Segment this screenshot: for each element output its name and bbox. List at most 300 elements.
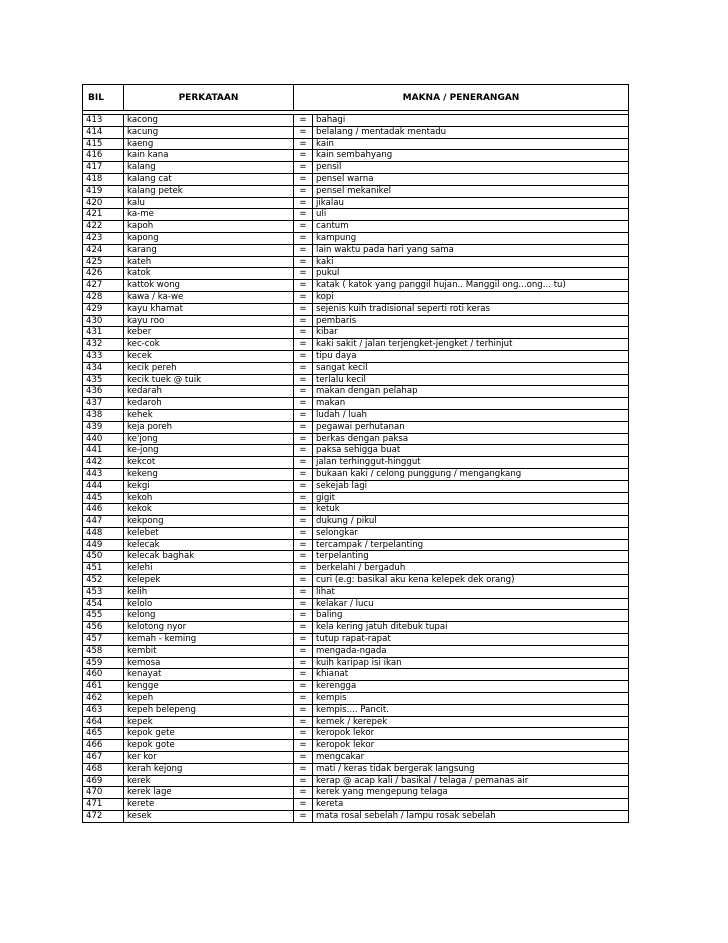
- row-meaning: kibar: [313, 327, 629, 339]
- row-equals: =: [294, 539, 313, 551]
- row-word: kedarah: [124, 386, 294, 398]
- row-meaning: pensil: [313, 162, 629, 174]
- row-word: kalang cat: [124, 173, 294, 185]
- row-word: kacong: [124, 115, 294, 127]
- row-meaning: kain sembahyang: [313, 150, 629, 162]
- row-meaning: kerek yang mengepung telaga: [313, 787, 629, 799]
- row-meaning: curi (e.g: basikal aku kena kelepek dek orang): [313, 575, 629, 587]
- row-meaning: kempis: [313, 693, 629, 705]
- row-meaning: kampung: [313, 232, 629, 244]
- row-meaning: pegawai perhutanan: [313, 421, 629, 433]
- row-meaning: cantum: [313, 221, 629, 233]
- row-number: 468: [83, 763, 124, 775]
- row-number: 460: [83, 669, 124, 681]
- row-word: kapong: [124, 232, 294, 244]
- row-equals: =: [294, 716, 313, 728]
- row-equals: =: [294, 162, 313, 174]
- table-row: [83, 433, 629, 445]
- table-row: [83, 539, 629, 551]
- row-number: 442: [83, 457, 124, 469]
- table-row: [83, 197, 629, 209]
- table-row: [83, 185, 629, 197]
- row-word: kesek: [124, 811, 294, 823]
- row-word: kelong: [124, 610, 294, 622]
- row-equals: =: [294, 209, 313, 221]
- row-equals: =: [294, 527, 313, 539]
- row-number: 444: [83, 480, 124, 492]
- row-meaning: ketuk: [313, 504, 629, 516]
- row-equals: =: [294, 645, 313, 657]
- row-equals: =: [294, 256, 313, 268]
- table-row: [83, 291, 629, 303]
- row-meaning: lihat: [313, 586, 629, 598]
- table-row: [83, 421, 629, 433]
- table-row: [83, 704, 629, 716]
- row-number: 439: [83, 421, 124, 433]
- row-word: kerek lage: [124, 787, 294, 799]
- row-word: kelolo: [124, 598, 294, 610]
- row-meaning: berkelahi / bergaduh: [313, 563, 629, 575]
- row-word: kalang: [124, 162, 294, 174]
- row-number: 449: [83, 539, 124, 551]
- row-number: 453: [83, 586, 124, 598]
- table-row: [83, 598, 629, 610]
- row-word: kekok: [124, 504, 294, 516]
- row-meaning: khianat: [313, 669, 629, 681]
- row-number: 456: [83, 622, 124, 634]
- table-row: [83, 480, 629, 492]
- row-equals: =: [294, 374, 313, 386]
- row-equals: =: [294, 799, 313, 811]
- table-row: [83, 280, 629, 292]
- row-number: 432: [83, 339, 124, 351]
- table-row: [83, 811, 629, 823]
- row-equals: =: [294, 457, 313, 469]
- table-row: [83, 386, 629, 398]
- row-number: 469: [83, 775, 124, 787]
- row-number: 433: [83, 350, 124, 362]
- row-word: kerek: [124, 775, 294, 787]
- row-number: 441: [83, 445, 124, 457]
- table-row: [83, 669, 629, 681]
- row-meaning: pensel warna: [313, 173, 629, 185]
- row-word: kecik tuek @ tuik: [124, 374, 294, 386]
- row-number: 415: [83, 138, 124, 150]
- row-equals: =: [294, 421, 313, 433]
- row-equals: =: [294, 433, 313, 445]
- row-word: kepek: [124, 716, 294, 728]
- row-meaning: baling: [313, 610, 629, 622]
- row-meaning: sejenis kuih tradisional seperti roti keras: [313, 303, 629, 315]
- glossary-table: [82, 84, 629, 823]
- row-number: 461: [83, 681, 124, 693]
- table-row: [83, 728, 629, 740]
- table-row: [83, 622, 629, 634]
- row-number: 436: [83, 386, 124, 398]
- row-equals: =: [294, 492, 313, 504]
- table-row: [83, 763, 629, 775]
- row-word: kedaroh: [124, 398, 294, 410]
- table-row: [83, 398, 629, 410]
- table-row: [83, 787, 629, 799]
- row-word: kaeng: [124, 138, 294, 150]
- row-equals: =: [294, 221, 313, 233]
- table-row: [83, 645, 629, 657]
- row-equals: =: [294, 339, 313, 351]
- row-number: 471: [83, 799, 124, 811]
- row-number: 434: [83, 362, 124, 374]
- row-meaning: berkas dengan paksa: [313, 433, 629, 445]
- row-word: ka-me: [124, 209, 294, 221]
- row-word: kelecak baghak: [124, 551, 294, 563]
- row-number: 450: [83, 551, 124, 563]
- row-number: 445: [83, 492, 124, 504]
- table-row: [83, 610, 629, 622]
- glossary-rows: [83, 115, 629, 823]
- row-equals: =: [294, 268, 313, 280]
- row-number: 464: [83, 716, 124, 728]
- row-number: 426: [83, 268, 124, 280]
- row-equals: =: [294, 811, 313, 823]
- row-meaning: terlalu kecil: [313, 374, 629, 386]
- row-meaning: mengcakar: [313, 752, 629, 764]
- table-row: [83, 693, 629, 705]
- row-meaning: kaki sakit / jalan terjengket-jengket / terhinjut: [313, 339, 629, 351]
- table-row: [83, 657, 629, 669]
- row-word: kekgi: [124, 480, 294, 492]
- row-number: 452: [83, 575, 124, 587]
- row-word: kekeng: [124, 468, 294, 480]
- row-equals: =: [294, 693, 313, 705]
- row-number: 440: [83, 433, 124, 445]
- row-number: 422: [83, 221, 124, 233]
- row-word: kelepek: [124, 575, 294, 587]
- row-equals: =: [294, 150, 313, 162]
- row-number: 425: [83, 256, 124, 268]
- row-equals: =: [294, 610, 313, 622]
- row-equals: =: [294, 232, 313, 244]
- row-word: kekcot: [124, 457, 294, 469]
- row-word: keja poreh: [124, 421, 294, 433]
- row-equals: =: [294, 669, 313, 681]
- row-word: kengge: [124, 681, 294, 693]
- row-word: kec-cok: [124, 339, 294, 351]
- row-equals: =: [294, 445, 313, 457]
- table-row: [83, 138, 629, 150]
- row-meaning: kain: [313, 138, 629, 150]
- row-meaning: tipu daya: [313, 350, 629, 362]
- row-equals: =: [294, 563, 313, 575]
- table-row: [83, 244, 629, 256]
- row-meaning: sangat kecil: [313, 362, 629, 374]
- row-equals: =: [294, 315, 313, 327]
- table-row: [83, 445, 629, 457]
- row-number: 443: [83, 468, 124, 480]
- row-word: kateh: [124, 256, 294, 268]
- row-equals: =: [294, 244, 313, 256]
- row-number: 429: [83, 303, 124, 315]
- row-meaning: kaki: [313, 256, 629, 268]
- table-row: [83, 799, 629, 811]
- row-meaning: pembaris: [313, 315, 629, 327]
- row-word: kerah kejong: [124, 763, 294, 775]
- row-number: 466: [83, 740, 124, 752]
- row-word: kalang petek: [124, 185, 294, 197]
- row-equals: =: [294, 409, 313, 421]
- row-meaning: tercampak / terpelanting: [313, 539, 629, 551]
- row-word: keber: [124, 327, 294, 339]
- row-equals: =: [294, 575, 313, 587]
- table-row: [83, 457, 629, 469]
- row-meaning: jikalau: [313, 197, 629, 209]
- row-equals: =: [294, 752, 313, 764]
- row-meaning: kuih karipap isi ikan: [313, 657, 629, 669]
- row-word: kain kana: [124, 150, 294, 162]
- row-meaning: kempis.... Pancit.: [313, 704, 629, 716]
- row-equals: =: [294, 126, 313, 138]
- table-row: [83, 162, 629, 174]
- row-meaning: makan dengan pelahap: [313, 386, 629, 398]
- row-equals: =: [294, 504, 313, 516]
- row-word: kalu: [124, 197, 294, 209]
- row-meaning: katak ( katok yang panggil hujan.. Manggil ong...ong... tu): [313, 280, 629, 292]
- row-word: kelih: [124, 586, 294, 598]
- table-row: [83, 315, 629, 327]
- table-row: [83, 115, 629, 127]
- row-word: kekoh: [124, 492, 294, 504]
- table-row: [83, 327, 629, 339]
- row-equals: =: [294, 480, 313, 492]
- row-number: 454: [83, 598, 124, 610]
- row-equals: =: [294, 398, 313, 410]
- row-number: 446: [83, 504, 124, 516]
- row-equals: =: [294, 681, 313, 693]
- row-word: ke'jong: [124, 433, 294, 445]
- row-number: 448: [83, 527, 124, 539]
- row-equals: =: [294, 787, 313, 799]
- row-equals: =: [294, 586, 313, 598]
- row-word: kelebet: [124, 527, 294, 539]
- row-equals: =: [294, 763, 313, 775]
- row-word: kayu roo: [124, 315, 294, 327]
- row-word: kepeh: [124, 693, 294, 705]
- table-row: [83, 586, 629, 598]
- row-word: kemosa: [124, 657, 294, 669]
- table-row: [83, 681, 629, 693]
- row-equals: =: [294, 303, 313, 315]
- row-number: 421: [83, 209, 124, 221]
- row-meaning: selongkar: [313, 527, 629, 539]
- row-meaning: tutup rapat-rapat: [313, 634, 629, 646]
- row-meaning: paksa sehigga buat: [313, 445, 629, 457]
- table-row: [83, 409, 629, 421]
- row-word: kecek: [124, 350, 294, 362]
- row-meaning: dukung / pikul: [313, 516, 629, 528]
- row-equals: =: [294, 362, 313, 374]
- row-number: 447: [83, 516, 124, 528]
- table-row: [83, 339, 629, 351]
- row-word: ker kor: [124, 752, 294, 764]
- row-number: 455: [83, 610, 124, 622]
- table-row: [83, 362, 629, 374]
- row-number: 462: [83, 693, 124, 705]
- header-bil: BIL: [83, 85, 124, 111]
- row-word: kecik pereh: [124, 362, 294, 374]
- row-meaning: lain waktu pada hari yang sama: [313, 244, 629, 256]
- table-row: [83, 527, 629, 539]
- row-equals: =: [294, 350, 313, 362]
- row-meaning: kela kering jatuh ditebuk tupai: [313, 622, 629, 634]
- row-equals: =: [294, 138, 313, 150]
- row-word: kerete: [124, 799, 294, 811]
- row-meaning: kopi: [313, 291, 629, 303]
- row-equals: =: [294, 280, 313, 292]
- row-equals: =: [294, 197, 313, 209]
- row-word: kelehi: [124, 563, 294, 575]
- row-word: kattok wong: [124, 280, 294, 292]
- row-meaning: belalang / mentadak mentadu: [313, 126, 629, 138]
- row-word: kawa / ka-we: [124, 291, 294, 303]
- row-meaning: gigit: [313, 492, 629, 504]
- row-meaning: kemek / kerepek: [313, 716, 629, 728]
- table-row: [83, 374, 629, 386]
- table-row: [83, 504, 629, 516]
- row-equals: =: [294, 598, 313, 610]
- row-word: kelecak: [124, 539, 294, 551]
- row-number: 438: [83, 409, 124, 421]
- table-row: [83, 575, 629, 587]
- row-number: 424: [83, 244, 124, 256]
- table-row: [83, 173, 629, 185]
- row-number: 430: [83, 315, 124, 327]
- row-equals: =: [294, 185, 313, 197]
- table-row: [83, 150, 629, 162]
- table-row: [83, 126, 629, 138]
- row-word: kepeh belepeng: [124, 704, 294, 716]
- row-number: 419: [83, 185, 124, 197]
- row-number: 418: [83, 173, 124, 185]
- row-number: 416: [83, 150, 124, 162]
- row-number: 417: [83, 162, 124, 174]
- row-word: kayu khamat: [124, 303, 294, 315]
- row-word: ke-jong: [124, 445, 294, 457]
- row-number: 458: [83, 645, 124, 657]
- table-row: [83, 492, 629, 504]
- table-row: [83, 551, 629, 563]
- row-meaning: bahagi: [313, 115, 629, 127]
- row-number: 467: [83, 752, 124, 764]
- header-perkataan: PERKATAAN: [124, 85, 294, 111]
- row-number: 420: [83, 197, 124, 209]
- table-row: [83, 716, 629, 728]
- row-word: kehek: [124, 409, 294, 421]
- row-meaning: kerap @ acap kali / basikal / telaga / pemanas air: [313, 775, 629, 787]
- table-row: [83, 256, 629, 268]
- table-row: [83, 468, 629, 480]
- row-equals: =: [294, 775, 313, 787]
- table-row: [83, 303, 629, 315]
- row-number: 463: [83, 704, 124, 716]
- table-row: [83, 634, 629, 646]
- table-row: [83, 350, 629, 362]
- row-number: 459: [83, 657, 124, 669]
- row-equals: =: [294, 634, 313, 646]
- row-word: kepok gote: [124, 740, 294, 752]
- row-word: katok: [124, 268, 294, 280]
- row-number: 457: [83, 634, 124, 646]
- row-number: 428: [83, 291, 124, 303]
- row-meaning: makan: [313, 398, 629, 410]
- row-word: kembit: [124, 645, 294, 657]
- row-word: kekpong: [124, 516, 294, 528]
- row-meaning: mati / keras tidak bergerak langsung: [313, 763, 629, 775]
- row-equals: =: [294, 327, 313, 339]
- row-meaning: mengada-ngada: [313, 645, 629, 657]
- row-word: kapoh: [124, 221, 294, 233]
- row-equals: =: [294, 173, 313, 185]
- row-meaning: mata rosal sebelah / lampu rosak sebelah: [313, 811, 629, 823]
- table-row: [83, 752, 629, 764]
- table-row: [83, 268, 629, 280]
- row-meaning: sekejab lagi: [313, 480, 629, 492]
- row-word: kepok gete: [124, 728, 294, 740]
- row-equals: =: [294, 115, 313, 127]
- row-equals: =: [294, 386, 313, 398]
- row-meaning: pensel mekanikel: [313, 185, 629, 197]
- row-meaning: keropok lekor: [313, 728, 629, 740]
- row-equals: =: [294, 704, 313, 716]
- row-number: 435: [83, 374, 124, 386]
- row-number: 413: [83, 115, 124, 127]
- row-equals: =: [294, 291, 313, 303]
- row-number: 451: [83, 563, 124, 575]
- row-number: 414: [83, 126, 124, 138]
- table-row: [83, 516, 629, 528]
- row-meaning: jalan terhinggut-hinggut: [313, 457, 629, 469]
- row-number: 472: [83, 811, 124, 823]
- row-meaning: kelakar / lucu: [313, 598, 629, 610]
- row-meaning: uli: [313, 209, 629, 221]
- row-equals: =: [294, 728, 313, 740]
- row-equals: =: [294, 657, 313, 669]
- row-word: kemah - keming: [124, 634, 294, 646]
- row-meaning: kerengga: [313, 681, 629, 693]
- header-row: [83, 85, 629, 111]
- table-row: [83, 563, 629, 575]
- row-equals: =: [294, 622, 313, 634]
- row-number: 465: [83, 728, 124, 740]
- row-meaning: bukaan kaki / celong punggung / mengangkang: [313, 468, 629, 480]
- row-word: kenayat: [124, 669, 294, 681]
- table-row: [83, 221, 629, 233]
- table-row: [83, 775, 629, 787]
- row-equals: =: [294, 516, 313, 528]
- row-equals: =: [294, 740, 313, 752]
- glossary-sheet: [82, 84, 628, 823]
- row-meaning: terpelanting: [313, 551, 629, 563]
- row-number: 470: [83, 787, 124, 799]
- row-word: karang: [124, 244, 294, 256]
- header-makna: MAKNA / PENERANGAN: [294, 85, 629, 111]
- row-meaning: ludah / luah: [313, 409, 629, 421]
- table-row: [83, 209, 629, 221]
- row-number: 423: [83, 232, 124, 244]
- row-equals: =: [294, 551, 313, 563]
- row-number: 431: [83, 327, 124, 339]
- row-meaning: kereta: [313, 799, 629, 811]
- row-meaning: keropok lekor: [313, 740, 629, 752]
- table-row: [83, 232, 629, 244]
